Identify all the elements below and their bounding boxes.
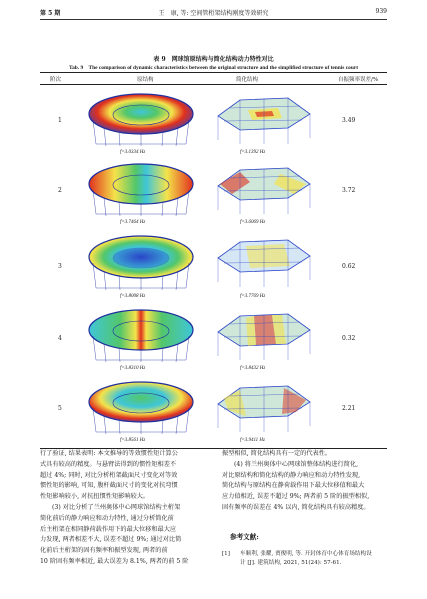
- column-header-error: 自振频率误差/%: [338, 77, 379, 83]
- article-title: 王 康, 等: 空间管桁架结构刚度等效研究: [158, 10, 269, 17]
- text-line: 振型相似, 简化结构具有一定的代表性。: [222, 450, 332, 457]
- text-line: (3) 对比分析了兰州奥体中心网球馆结构主桁架: [52, 503, 181, 511]
- table-caption-en: Tab. 9 The comparison of dynamic characteristics between the original structure and the simplified structure of tennis court: [68, 65, 359, 71]
- reference-item: [222, 550, 394, 567]
- simplified-structure-mode-figure: [210, 376, 318, 436]
- original-frequency: f=3.8561 Hz: [120, 438, 146, 443]
- row-order: 1: [58, 117, 62, 124]
- left-column-text: [40, 449, 208, 568]
- reference-number: [1]: [222, 551, 230, 557]
- column-header-original: 原结构: [137, 77, 154, 83]
- text-line: 10 阶固有频率相近, 最大误差为 8.1%, 两者的前 5 阶: [40, 557, 189, 565]
- text-line: 简化结构与原结构在静荷载作用下最大位移值和最大: [222, 482, 365, 490]
- frequency-error: 3.49: [342, 117, 356, 124]
- original-frequency: f=3.8310 Hz: [120, 366, 146, 371]
- simplified-frequency: f=3.8432 Hz: [240, 366, 266, 371]
- frequency-error: 0.32: [342, 335, 356, 342]
- table-header-rule: [40, 84, 387, 85]
- simplified-frequency: f=3.6069 Hz: [240, 220, 266, 225]
- text-line: 惯性矩的影响, 可知, 腹杆截面尺寸的变化对抗弯惯: [40, 482, 178, 490]
- text-line: 行了验证, 结果表明: 本文推导的等效惯性矩计算公: [40, 450, 178, 457]
- text-line: 固有频率的误差在 4% 以内, 简化结构具有较高精度。: [222, 503, 370, 511]
- original-structure-mode-figure: [84, 88, 198, 148]
- original-frequency: f=3.7464 Hz: [120, 220, 146, 225]
- original-structure-mode-figure: [84, 230, 198, 292]
- simplified-structure-mode-figure: [210, 158, 318, 218]
- reference-line: 计 [J]. 建筑结构, 2021, 51(24): 57-61.: [240, 559, 342, 566]
- references-title: 参考文献:: [230, 533, 259, 541]
- row-order: 2: [58, 187, 62, 194]
- text-line: 后主桁架在相同静荷载作用下的最大位移和最大应: [40, 525, 177, 533]
- simplified-frequency: f=3.7769 Hz: [240, 294, 266, 299]
- header-rule: [40, 19, 387, 20]
- simplified-structure-mode-figure: [210, 88, 318, 148]
- column-header-order: 阶次: [50, 77, 62, 83]
- text-line: 应力值相近, 误差不超过 9%; 两者前 5 阶的振型相似,: [222, 493, 370, 501]
- simplified-frequency: f=3.1392 Hz: [240, 150, 266, 155]
- original-structure-mode-figure: [84, 376, 198, 436]
- text-line: 简化前后的静力响应和动力特性, 通过分析简化前: [40, 514, 174, 522]
- text-line: 化前后主桁架的固有频率和振型发现, 两者的前: [40, 547, 168, 555]
- original-structure-mode-figure: [84, 304, 198, 364]
- original-structure-mode-figure: [84, 158, 198, 218]
- original-frequency: f=3.0334 Hz: [120, 150, 146, 155]
- text-line: 力发现, 两者相差不大, 误差不超过 9%; 通过对比简: [40, 536, 182, 544]
- text-line: 对比原结构和简化结构的静力响应和动力特性发现,: [222, 471, 361, 479]
- row-order: 4: [58, 335, 62, 342]
- issue-number: 第 5 期: [40, 10, 61, 17]
- text-line: 超过 4%; 同时, 对比分析桁架截面尺寸变化对等效: [40, 471, 178, 479]
- frequency-error: 2.21: [342, 405, 356, 412]
- row-order: 5: [58, 405, 62, 412]
- reference-line: 车顺利, 张耀, 贾俊明, 等. 开封体育中心体育场结构设: [240, 551, 372, 557]
- text-line: (4) 将兰州奥体中心网球馆整体结构进行简化,: [234, 460, 359, 468]
- frequency-error: 0.62: [342, 263, 356, 270]
- text-line: 性矩影响较小, 对抗扭惯性矩影响较大。: [40, 493, 150, 501]
- simplified-structure-mode-figure: [210, 304, 318, 364]
- page-number: 939: [375, 8, 387, 15]
- column-header-simplified: 简化结构: [236, 77, 259, 83]
- simplified-frequency: f=3.9411 Hz: [240, 438, 265, 443]
- text-line: 式具有较高的精度。与悬臂法得到的惯性矩相差不: [40, 460, 177, 468]
- row-order: 3: [58, 263, 62, 270]
- table-caption-zh: 表 9 网球馆原结构与简化结构动力特性对比: [153, 56, 274, 63]
- frequency-error: 3.72: [342, 187, 356, 194]
- simplified-structure-mode-figure: [210, 230, 318, 292]
- original-frequency: f=3.8008 Hz: [120, 294, 146, 299]
- table-top-rule: [40, 72, 387, 73]
- right-column-text: [222, 449, 390, 514]
